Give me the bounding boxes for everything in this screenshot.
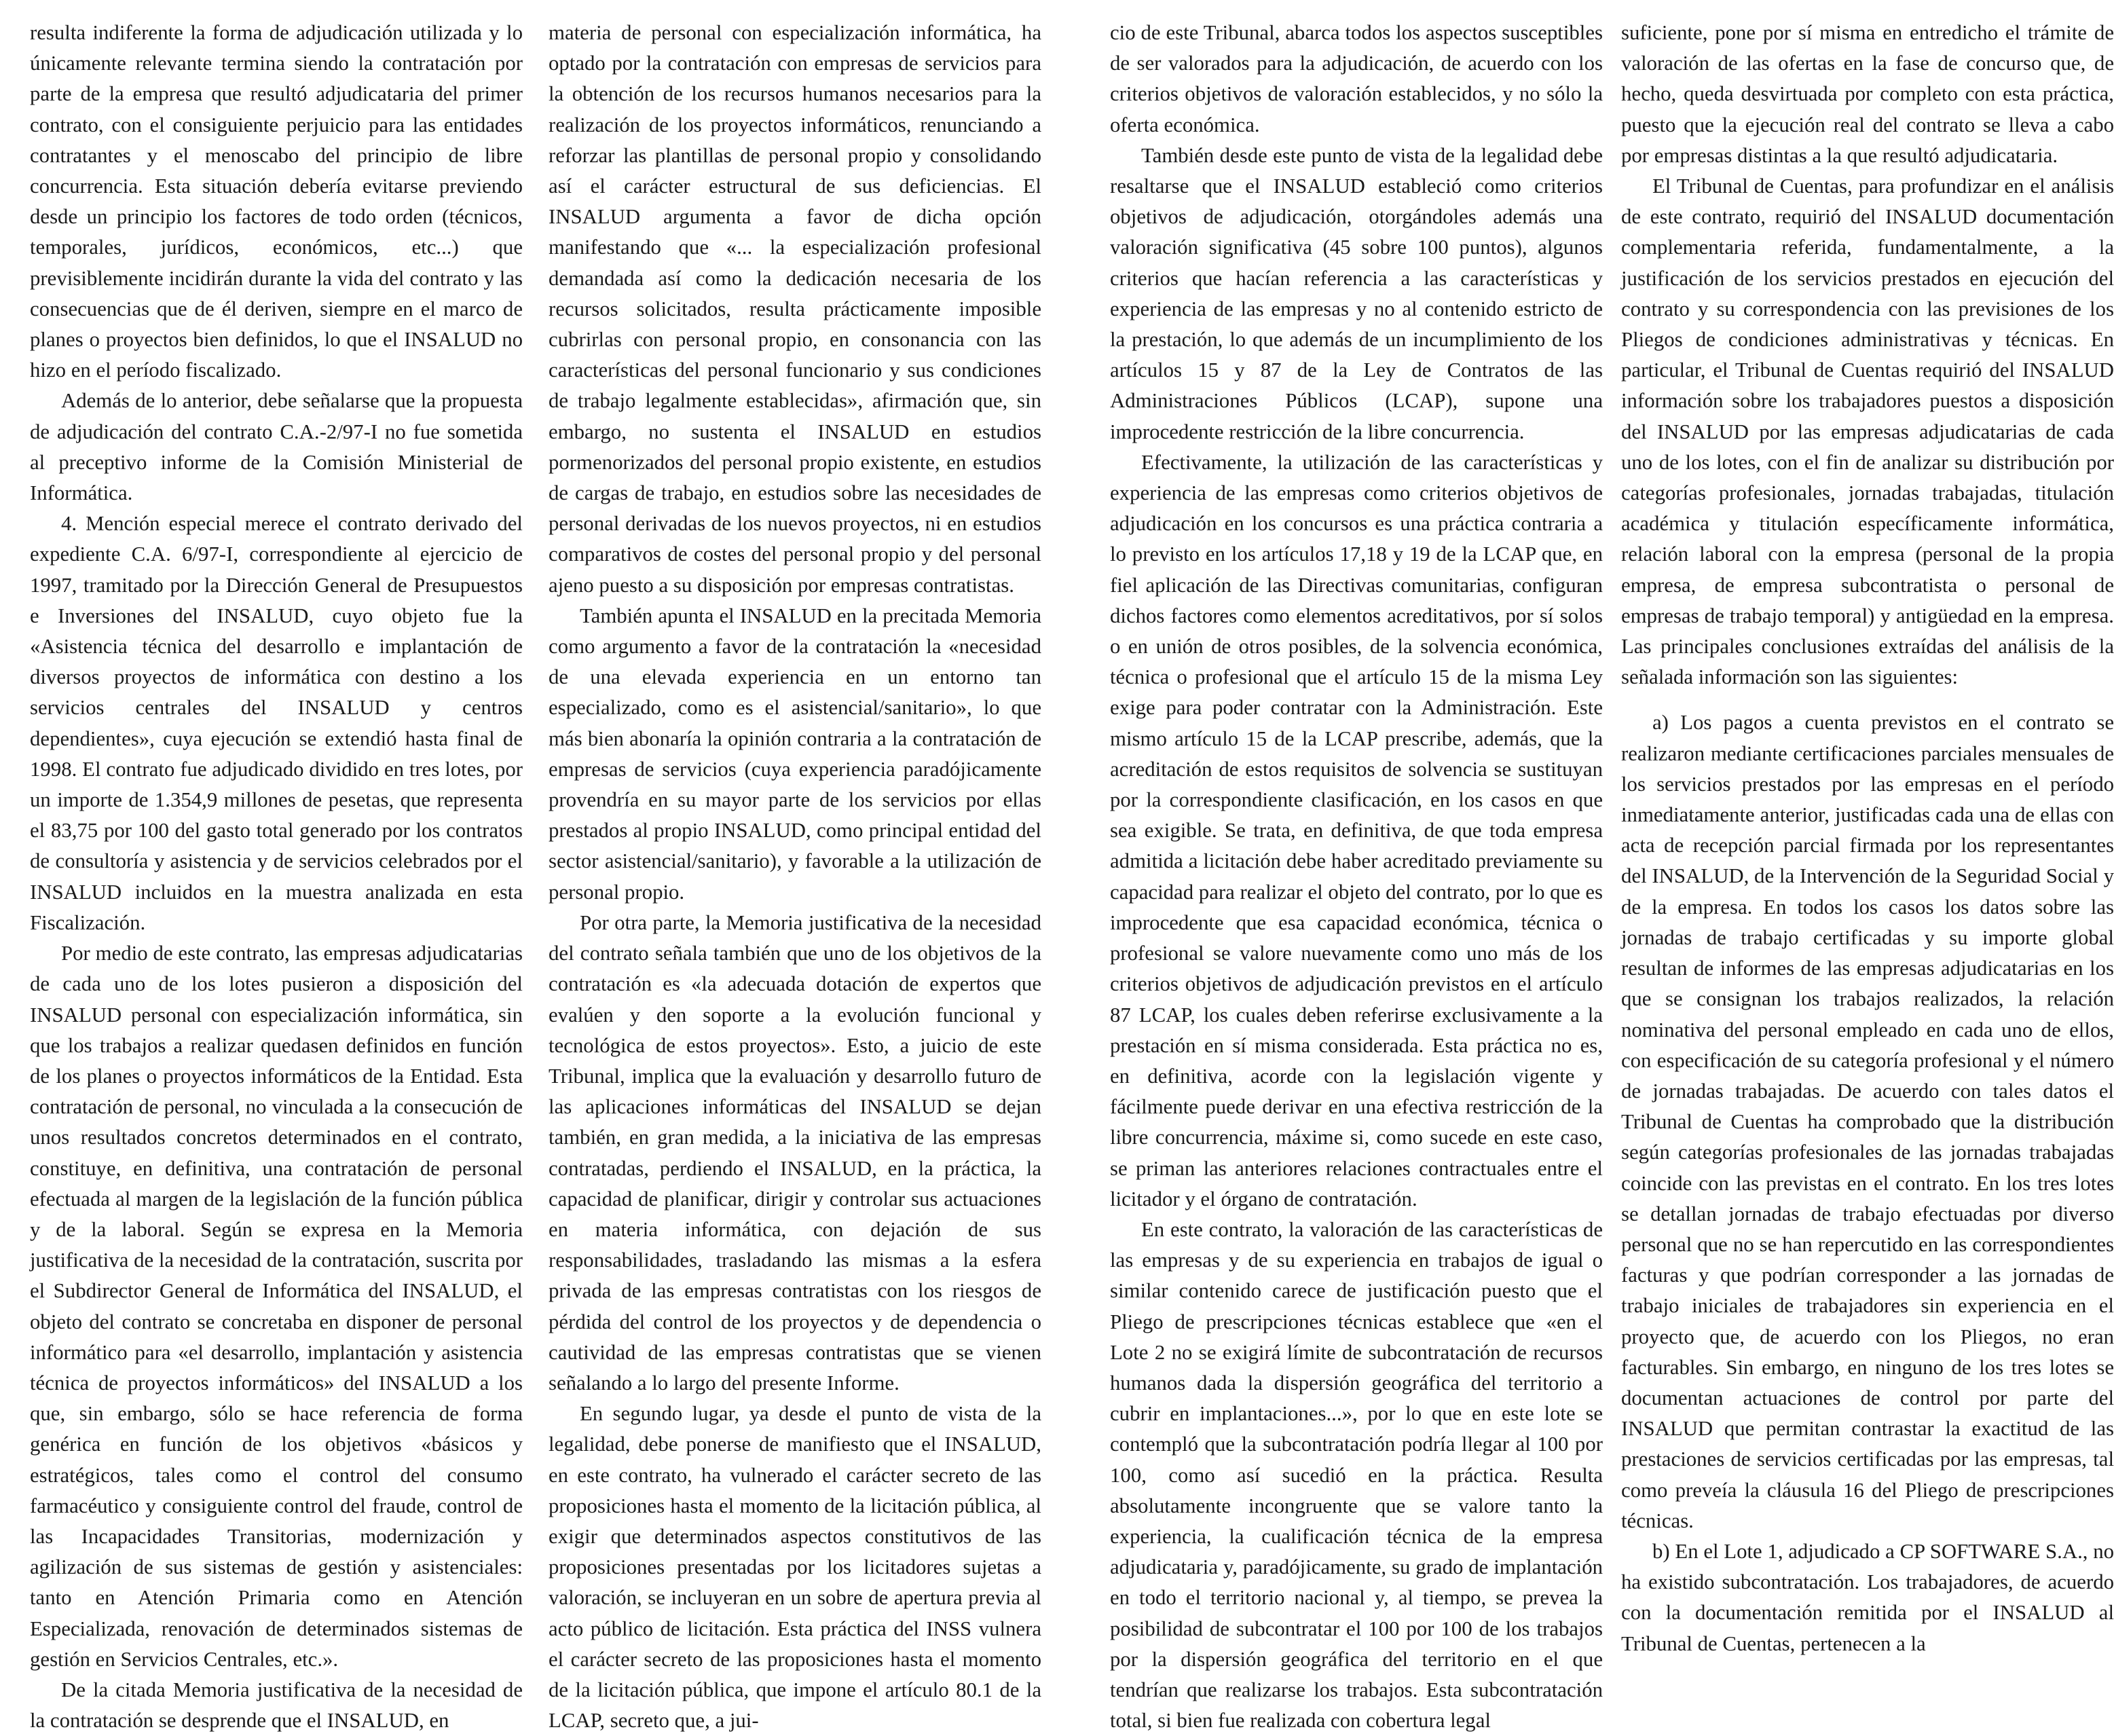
text-column-4 (1621, 18, 2114, 1655)
paragraph: También apunta el INSALUD en la precitada Memoria como argumento a favor de la contratación la «necesidad de una elevada experiencia en un entorno tan especializado, como es el asistencial/sanitario», lo que más bien abonaría la opinión contraria a la contratación de empresas de servicios (cuya experiencia paradójicamente provendría en su mayor parte de los servicios por ellas prestados al propio INSALUD, como principal entidad del sector asistencial/sanitario), y favorable a la utilización de personal propio. (549, 604, 1041, 904)
text-column-2 (549, 18, 1041, 1733)
paragraph: resulta indiferente la forma de adjudicación utilizada y lo únicamente relevante termina siendo la contratación por parte de la empresa que resultó adjudicataria del primer contrato, con el consiguiente perjuicio para las entidades contratantes y el menoscabo del principio de libre concurrencia. Esta situación debería evitarse previendo desde un principio los factores de todo orden (técnicos, temporales, jurídicos, económicos, etc...) que previsiblemente incidirán durante la vida del contrato y las consecuencias que de él deriven, siempre en el marco de planes o proyectos bien definidos, lo que el INSALUD no hizo en el período fiscalizado. (30, 21, 523, 382)
paragraph: El Tribunal de Cuentas, para profundizar en el análisis de este contrato, requirió del INSALUD documentación complementaria referida, fundamentalmente, a la justificación de los servicios prestados en ejecución del contrato y su correspondencia con las previsiones de los Pliegos de condiciones administrativas y técnicas. En particular, el Tribunal de Cuentas requirió del INSALUD información sobre los trabajadores puestos a disposición del INSALUD por las empresas adjudicatarias de cada uno de los lotes, con el fin de analizar su distribución por categorías profesionales, jornadas trabajadas, titulación académica y titulación específicamente informática, relación laboral con la empresa (personal de la propia empresa, de empresa subcontratista o personal de empresas de trabajo temporal) y antigüedad en la empresa. Las principales conclusiones extraídas del análisis de la señalada información son las siguientes: (1621, 174, 2114, 689)
paragraph: También desde este punto de vista de la legalidad debe resaltarse que el INSALUD estableció como criterios objetivos de adjudicación, otorgándoles además una valoración significativa (45 sobre 100 puntos), algunos criterios que hacían referencia a las características y experiencia de las empresas y no al contenido estricto de la prestación, lo que además de un incumplimiento de los artículos 15 y 87 de la Ley de Contratos de las Administraciones Públicos (LCAP), supone una improcedente restricción de la libre concurrencia. (1110, 143, 1603, 443)
paragraph: Efectivamente, la utilización de las características y experiencia de las empresas como criterios objetivos de adjudicación en los concursos es una práctica contraria a lo previsto en los artículos 17,18 y 19 de la LCAP que, en fiel aplicación de las Directivas comunitarias, configuran dichos factores como elementos acreditativos, por sí solos o en unión de otros posibles, de la solvencia económica, técnica o profesional que el artículo 15 de la misma Ley exige para poder contratar con la Administración. Este mismo artículo 15 de la LCAP prescribe, además, que la acreditación de estos requisitos de solvencia se sustituyan por la correspondiente clasificación, en los casos en que sea exigible. Se trata, en definitiva, de que toda empresa admitida a licitación debe haber acreditado previamente su capacidad para realizar el objeto del contrato, por lo que es improcedente que esa capacidad económica, técnica o profesional se valore nuevamente como uno más de los criterios objetivos de adjudicación previstos en el artículo 87 LCAP, los cuales deben referirse exclusivamente a la prestación en sí misma considerada. Esta práctica no es, en definitiva, acorde con la legislación vigente y fácilmente puede derivar en una efectiva restricción de la libre concurrencia, máxime si, como sucede en este caso, se priman las anteriores relaciones contractuales entre el licitador y el órgano de contratación. (1110, 450, 1603, 1211)
list-item-b: b) En el Lote 1, adjudicado a CP SOFTWARE S.A., no ha existido subcontratación. Los trabajadores, de acuerdo con la documentación remitida por el INSALUD al Tribunal de Cuentas, pertenecen a la (1621, 1539, 2114, 1655)
paragraph: 4. Mención especial merece el contrato derivado del expediente C.A. 6/97-I, correspondiente al ejercicio de 1997, tramitado por la Dirección General de Presupuestos e Inversiones del INSALUD, cuyo objeto fue la «Asistencia técnica del desarrollo e implantación de diversos proyectos de informática con destino a los servicios centrales del INSALUD y centros dependientes», cuya ejecución se extendió hasta final de 1998. El contrato fue adjudicado dividido en tres lotes, por un importe de 1.354,9 millones de pesetas, que representa el 83,75 por 100 del gasto total generado por los contratos de consultoría y asistencia y de servicios celebrados por el INSALUD incluidos en la muestra analizada en esta Fiscalización. (30, 512, 523, 934)
text-column-3 (1110, 18, 1603, 1733)
page-left (0, 0, 1054, 1733)
paragraph: Además de lo anterior, debe señalarse que la propuesta de adjudicación del contrato C.A.-2/97-I no fue sometida al preceptivo informe de la Comisión Ministerial de Informática. (30, 389, 523, 505)
paragraph: Por otra parte, la Memoria justificativa de la necesidad del contrato señala también que uno de los objetivos de la contratación es «la adecuada dotación de expertos que evalúen y den soporte a la evolución funcional y tecnológica de estos proyectos». Esto, a juicio de este Tribunal, implica que la evaluación y desarrollo futuro de las aplicaciones informáticas del INSALUD se dejan también, en gran medida, a la iniciativa de las empresas contratadas, perdiendo el INSALUD, en la práctica, la capacidad de planificar, dirigir y controlar sus actuaciones en materia informática, con dejación de sus responsabilidades, trasladando las mismas a la esfera privada de las empresas contratistas con los riesgos de pérdida del control de los proyectos y de dependencia o cautividad de las empresas contratistas que se vienen señalando a lo largo del presente Informe. (549, 910, 1041, 1395)
paragraph: cio de este Tribunal, abarca todos los aspectos susceptibles de ser valorados para la adjudicación, de acuerdo con los criterios objetivos de valoración establecidos, y no sólo la oferta económica. (1110, 21, 1603, 136)
list-item-a: a) Los pagos a cuenta previstos en el contrato se realizaron mediante certificaciones parciales mensuales de los servicios prestados por las empresas en el período inmediatamente anterior, justificadas cada una de ellas con acta de recepción parcial firmada por los representantes del INSALUD, de la Intervención de la Seguridad Social y de la empresa. En todos los casos los datos sobre las jornadas de trabajo certificadas y su importe global resultan de informes de las empresas adjudicatarias en los que se consignan los trabajos realizados, la relación nominativa del personal empleado en cada uno de ellos, con especificación de su categoría profesional y el número de jornadas trabajadas. De acuerdo con tales datos el Tribunal de Cuentas ha comprobado que la distribución según categorías profesionales de las jornadas trabajadas coincide con las previstas en el contrato. En los tres lotes se detallan jornadas de trabajo efectuadas por diverso personal que no se han repercutido en las correspondientes facturas y que podrían corresponder a las jornadas de trabajo iniciales de trabajadores sin experiencia en el proyecto que, de acuerdo con los Pliegos, no eran facturables. Sin embargo, en ninguno de los tres lotes se documentan actuaciones de control por parte del INSALUD que permitan contrastar la exactitud de las prestaciones de servicios certificadas por las empresas, tal como preveía la cláusula 16 del Pliego de prescripciones técnicas. (1621, 711, 2114, 1532)
paragraph: De la citada Memoria justificativa de la necesidad de la contratación se desprende que el INSALUD, en (30, 1678, 523, 1733)
paragraph: En segundo lugar, ya desde el punto de vista de la legalidad, debe ponerse de manifiesto que el INSALUD, en este contrato, ha vulnerado el carácter secreto de las proposiciones hasta el momento de la licitación pública, al exigir que determinados aspectos constitutivos de las proposiciones presentadas por los licitadores sujetas a valoración, se incluyeran en un sobre de apertura previa al acto público de licitación. Esta práctica del INSS vulnera el carácter secreto de las proposiciones hasta el momento de la licitación pública, que impone el artículo 80.1 de la LCAP, secreto que, a jui- (549, 1402, 1041, 1733)
paragraph: Por medio de este contrato, las empresas adjudicatarias de cada uno de los lotes pusieron a disposición del INSALUD personal con especialización informática, sin que los trabajos a realizar quedasen definidos en función de los planes o proyectos informáticos de la Entidad. Esta contratación de personal, no vinculada a la consecución de unos resultados concretos determinados en el contrato, constituye, en definitiva, una contratación de personal efectuada al margen de la legislación de la función pública y de la laboral. Según se expresa en la Memoria justificativa de la necesidad de la contratación, suscrita por el Subdirector General de Informática del INSALUD, el objeto del contrato se concretaba en disponer de personal informático para «el desarrollo, implantación y asistencia técnica de proyectos informáticos» del INSALUD a los que, sin embargo, sólo se hace referencia de forma genérica en función de los objetivos «básicos y estratégicos, tales como el control del consumo farmacéutico y consiguiente control del fraude, control de las Incapacidades Transitorias, modernización y agilización de sus sistemas de gestión y asistenciales: tanto en Atención Primaria como en Atención Especializada, renovación de determinados sistemas de gestión en Servicios Centrales, etc.». (30, 942, 523, 1671)
paragraph: En este contrato, la valoración de las características de las empresas y de su experiencia en trabajos de igual o similar contenido carece de justificación puesto que el Pliego de prescripciones técnicas establece que «en el Lote 2 no se exigirá límite de subcontratación de recursos humanos dada la dispersión geográfica del territorio a cubrir en implantaciones...», por lo que en este lote se contempló que la subcontratación podría llegar al 100 por 100, como así sucedió en la práctica. Resulta absolutamente incongruente que se valore tanto la experiencia, la cualificación técnica de la empresa adjudicataria y, paradójicamente, su grado de implantación en todo el territorio nacional y, al tiempo, se prevea la posibilidad de subcontratar el 100 por 100 de los trabajos por la dispersión geográfica del territorio en el que tendrían que realizarse los trabajos. Esta subcontratación total, si bien fue realizada con cobertura legal (1110, 1217, 1603, 1733)
text-column-1 (30, 18, 523, 1733)
paragraph: materia de personal con especialización informática, ha optado por la contratación con empresas de servicios para la obtención de los recursos humanos necesarios para la realización de los proyectos informáticos, renunciando a reforzar las plantillas de personal propio y consolidando así el carácter estructural de sus deficiencias. El INSALUD argumenta a favor de dicha opción manifestando que «... la especialización profesional demandada así como la dedicación necesaria de los recursos solicitados, resulta prácticamente imposible cubrirlas con personal propio, en consonancia con las características del personal funcionario y sus condiciones de trabajo legalmente establecidas», afirmación que, sin embargo, no sustenta el INSALUD en estudios pormenorizados del personal propio existente, en estudios de cargas de trabajo, en estudios sobre las necesidades de personal derivadas de los nuevos proyectos, ni en estudios comparativos de costes del personal propio y del personal ajeno puesto a su disposición por empresas contratistas. (549, 21, 1041, 597)
page-right (1054, 0, 2114, 1733)
paragraph: suficiente, pone por sí misma en entredicho el trámite de valoración de las ofertas en la fase de concurso que, de hecho, queda desvirtuada por completo con esta práctica, puesto que la ejecución real del contrato se lleva a cabo por empresas distintas a la que resultó adjudicataria. (1621, 21, 2114, 167)
